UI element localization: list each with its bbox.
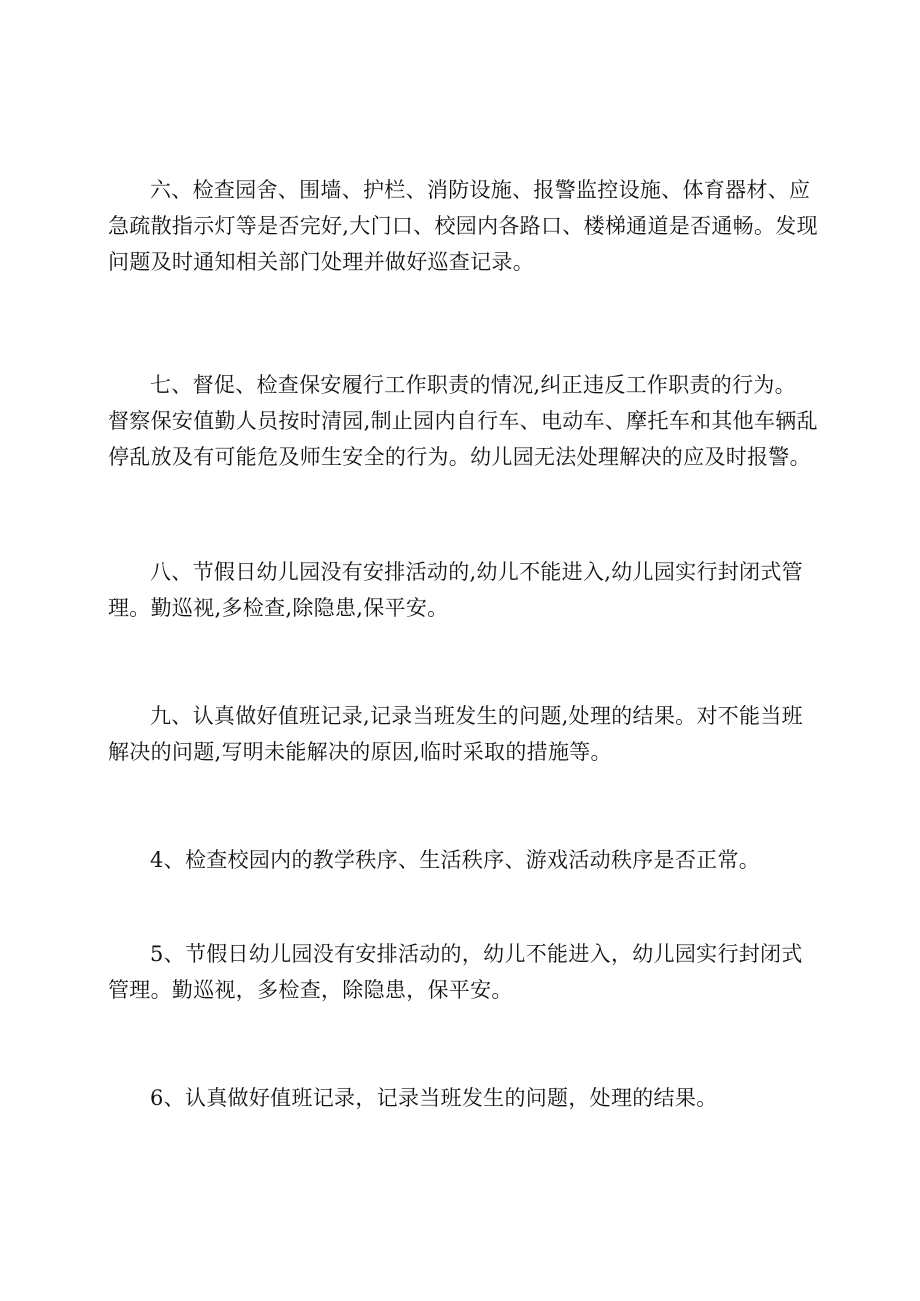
paragraph-line: 解决的问题,写明未能解决的原因,临时采取的措施等。 xyxy=(108,740,612,764)
paragraph-line: 八、节假日幼儿园没有安排活动的,幼儿不能进入,幼儿园实行封闭式管 xyxy=(150,560,803,584)
paragraph-7-security-supervision xyxy=(108,367,828,475)
paragraph-line: 管理。勤巡视，多检查，除隐患，保平安。 xyxy=(108,978,513,1002)
paragraph-line: 6、认真做好值班记录，记录当班发生的问题，处理的结果。 xyxy=(150,1086,718,1110)
paragraph-line: 六、检查园舍、围墙、护栏、消防设施、报警监控设施、体育器材、应 xyxy=(150,178,811,202)
paragraph-4-order-check xyxy=(108,842,828,878)
paragraph-line: 七、督促、检查保安履行工作职责的情况,纠正违反工作职责的行为。 xyxy=(150,373,796,397)
paragraph-line: 督察保安值勤人员按时清园,制止园内自行车、电动车、摩托车和其他车辆乱 xyxy=(108,409,818,433)
paragraph-9-duty-record xyxy=(108,698,828,770)
paragraph-line: 急疏散指示灯等是否完好,大门口、校园内各路口、楼梯通道是否通畅。发现 xyxy=(108,214,818,238)
paragraph-line: 停乱放及有可能危及师生安全的行为。幼儿园无法处理解决的应及时报警。 xyxy=(108,445,811,469)
paragraph-line: 4、检查校园内的教学秩序、生活秩序、游戏活动秩序是否正常。 xyxy=(150,848,761,872)
paragraph-line: 5、节假日幼儿园没有安排活动的，幼儿不能进入，幼儿园实行封闭式 xyxy=(150,942,803,966)
paragraph-line: 理。勤巡视,多检查,除隐患,保平安。 xyxy=(108,596,449,620)
paragraph-5-holiday-closure xyxy=(108,936,828,1008)
paragraph-6-duty-record xyxy=(108,1080,828,1116)
paragraph-line: 九、认真做好值班记录,记录当班发生的问题,处理的结果。对不能当班 xyxy=(150,704,803,728)
paragraph-line: 问题及时通知相关部门处理并做好巡查记录。 xyxy=(108,250,534,274)
paragraph-6-facility-inspection xyxy=(108,172,828,280)
paragraph-8-holiday-closure xyxy=(108,554,828,626)
